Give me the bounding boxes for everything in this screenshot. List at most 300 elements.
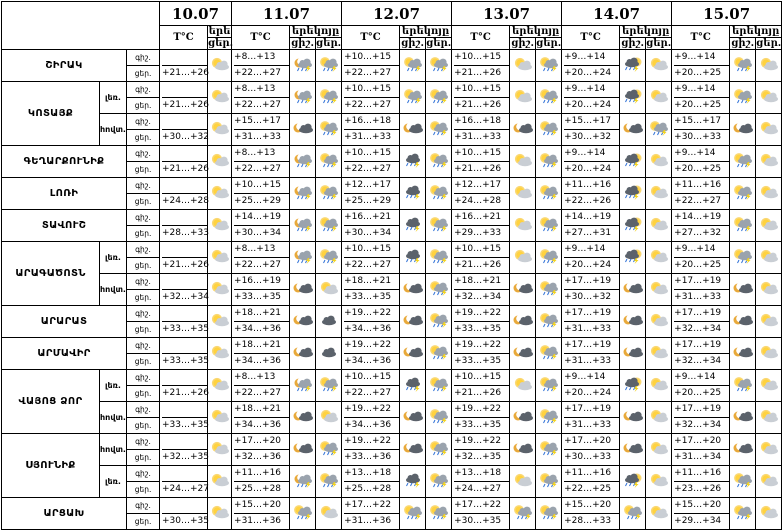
temp-cell	[452, 274, 510, 306]
day-night-labels	[127, 402, 160, 434]
sun-storm-icon	[427, 217, 451, 236]
temp-cell	[342, 82, 400, 114]
temp-label: T°C	[360, 32, 381, 43]
weather-icon-cell	[426, 242, 452, 274]
moon-cloud-icon	[621, 313, 645, 332]
weather-icon-cell	[426, 82, 452, 114]
temp-cell	[672, 114, 730, 146]
sun-storm-icon	[427, 185, 451, 204]
day-subheader	[756, 38, 782, 50]
weather-icon-cell	[536, 370, 562, 402]
moon-cloud-icon	[511, 281, 535, 300]
day-temp: +32…+35	[454, 452, 502, 462]
weather-icon-cell	[400, 274, 426, 306]
temp-cell	[232, 210, 290, 242]
sun-storm-icon	[317, 377, 341, 396]
sun-storm-icon	[511, 505, 535, 524]
moon-cloud-icon	[511, 441, 535, 460]
weather-icon-cell	[400, 242, 426, 274]
weather-icon-cell	[316, 50, 342, 82]
day-temp: +21…+26	[162, 260, 210, 270]
night-temp: +8…+13	[234, 370, 289, 386]
moon-cloud-icon	[621, 409, 645, 428]
day-temp: +31…+34	[674, 452, 722, 462]
temp-label: T°C	[580, 32, 601, 43]
sun-storm-icon	[427, 89, 451, 108]
weather-icon-cell	[536, 434, 562, 466]
weather-icon-cell	[426, 370, 452, 402]
temp-cell	[672, 178, 730, 210]
day-row-label: ցեր.	[134, 197, 152, 206]
day-temp: +33…+35	[162, 420, 210, 430]
temp-header	[342, 26, 400, 50]
weather-icon-cell	[536, 178, 562, 210]
day-night-labels	[127, 338, 160, 370]
day-temp: +22…+27	[234, 260, 282, 270]
weather-icon-cell	[510, 306, 536, 338]
temp-cell	[452, 434, 510, 466]
day-temp: +21…+26	[162, 388, 210, 398]
day-row-label: ցեր.	[134, 421, 152, 430]
day-temp: +30…+32	[162, 132, 210, 142]
temp-cell	[672, 274, 730, 306]
temp-cell	[342, 242, 400, 274]
night-temp: +17…+19	[674, 306, 729, 322]
sun-cloud-icon	[757, 313, 781, 332]
weather-icon-cell	[426, 178, 452, 210]
temp-cell	[342, 210, 400, 242]
weather-icon-cell	[290, 274, 316, 306]
date-label: 13.07	[483, 4, 531, 23]
night-temp	[162, 338, 207, 354]
night-temp: +10…+15	[234, 178, 289, 194]
sun-storm-icon	[427, 409, 451, 428]
day-night-labels	[127, 242, 160, 274]
weather-icon-cell	[290, 82, 316, 114]
night-row-label: գիշ.	[127, 402, 159, 418]
weather-icon-cell	[208, 498, 232, 530]
weather-icon-cell	[620, 82, 646, 114]
weather-icon-cell	[426, 146, 452, 178]
temp-cell	[452, 466, 510, 498]
moon-cloud-icon	[621, 441, 645, 460]
night-subheader	[620, 38, 646, 50]
day-temp: +30…+35	[162, 516, 210, 526]
date-header	[342, 2, 452, 26]
sun-storm-icon	[731, 473, 755, 492]
temp-cell	[232, 370, 290, 402]
weather-icon-cell	[290, 50, 316, 82]
weather-icon-cell	[756, 370, 782, 402]
sun-cloud-icon	[647, 473, 671, 492]
temp-cell	[160, 114, 208, 146]
weather-icon-cell	[208, 242, 232, 274]
weather-icon-cell	[208, 370, 232, 402]
weather-icon-cell	[208, 338, 232, 370]
weather-icon-cell	[646, 146, 672, 178]
sun-cloud-icon	[317, 409, 341, 428]
weather-icon-cell	[536, 146, 562, 178]
sun-storm-icon	[317, 473, 341, 492]
sun-cloud-icon	[317, 281, 341, 300]
weather-icon-cell	[290, 402, 316, 434]
sun-storm-icon	[317, 185, 341, 204]
sun-cloud-icon	[757, 409, 781, 428]
date-header	[672, 2, 782, 26]
weather-icon-cell	[646, 274, 672, 306]
day-temp: +34…+36	[234, 324, 282, 334]
day-temp: +22…+27	[344, 388, 392, 398]
sun-storm-icon	[317, 89, 341, 108]
temp-cell	[342, 434, 400, 466]
weather-icon-cell	[208, 114, 232, 146]
day-temp: +24…+28	[162, 196, 210, 206]
sun-cloud-icon	[208, 153, 232, 172]
sun-cloud-icon	[208, 313, 232, 332]
day-night-labels	[127, 370, 160, 402]
weather-icon-cell	[510, 146, 536, 178]
date-label: 10.07	[172, 4, 220, 23]
day-night-labels	[127, 434, 160, 466]
night-temp	[162, 178, 207, 194]
sun-cloud-icon	[208, 89, 232, 108]
weather-icon-cell	[646, 434, 672, 466]
sun-storm-icon	[427, 153, 451, 172]
subregion-name	[100, 466, 127, 498]
weather-icon-cell	[400, 210, 426, 242]
weather-icon-cell	[290, 146, 316, 178]
sun-cloud-icon	[647, 89, 671, 108]
weather-icon-cell	[620, 146, 646, 178]
weather-icon-cell	[730, 114, 756, 146]
sun-cloud-icon	[647, 153, 671, 172]
storm-icon	[401, 377, 425, 396]
weather-icon-cell	[756, 306, 782, 338]
day-row-label: ցեր.	[134, 101, 152, 110]
day-temp: +31…+36	[344, 516, 392, 526]
sun-storm-icon	[427, 249, 451, 268]
night-temp: +10…+15	[344, 82, 399, 98]
night-row-label: գիշ.	[127, 146, 159, 162]
weather-icon-cell	[426, 114, 452, 146]
sun-storm-icon	[537, 345, 561, 364]
day-row-label: ցեր.	[134, 485, 152, 494]
weather-icon-cell	[510, 210, 536, 242]
weather-icon-cell	[620, 178, 646, 210]
sun-cloud-icon	[208, 377, 232, 396]
weather-icon-cell	[646, 242, 672, 274]
weather-icon-cell	[510, 82, 536, 114]
weather-icon-cell	[290, 306, 316, 338]
weather-icon-cell	[536, 114, 562, 146]
temp-cell	[452, 498, 510, 530]
day-temp: +20…+25	[674, 260, 722, 270]
cloud-icon	[317, 345, 341, 364]
temp-cell	[232, 498, 290, 530]
night-temp: +17…+19	[674, 274, 729, 290]
night-temp: +11…+16	[674, 466, 729, 482]
night-temp: +11…+16	[564, 466, 619, 482]
night-temp: +15…+20	[234, 498, 289, 514]
temp-cell	[562, 82, 620, 114]
precip-label: երեկոյը	[621, 26, 670, 37]
moon-cloud-icon	[401, 313, 425, 332]
weather-icon-cell	[620, 242, 646, 274]
moon-cloud-icon	[731, 121, 755, 140]
day-row-label: ցեր.	[134, 261, 152, 270]
moon-cloud-icon	[401, 345, 425, 364]
day-night-labels	[127, 210, 160, 242]
precip-label: երեկոյը	[291, 26, 340, 37]
weather-icon-cell	[290, 210, 316, 242]
night-temp: +15…+17	[564, 114, 619, 130]
cloud-sun-storm-icon	[621, 153, 645, 172]
weather-icon-cell	[756, 82, 782, 114]
day-temp: +20…+25	[674, 68, 722, 78]
weather-icon-cell	[400, 178, 426, 210]
night-row-label: գիշ.	[127, 242, 159, 258]
night-temp: +19…+22	[344, 338, 399, 354]
sun-cloud-icon	[757, 57, 781, 76]
storm-icon	[401, 217, 425, 236]
day-temp: +22…+27	[234, 68, 282, 78]
temp-cell	[342, 306, 400, 338]
sun-storm-icon	[731, 217, 755, 236]
sun-cloud-icon	[757, 249, 781, 268]
day-label: ցեր.	[208, 38, 234, 49]
weather-icon-cell	[426, 50, 452, 82]
day-temp: +30…+32	[564, 132, 612, 142]
temp-cell	[452, 82, 510, 114]
sun-cloud-icon	[647, 313, 671, 332]
weather-icon-cell	[620, 338, 646, 370]
night-temp	[162, 434, 207, 450]
day-temp: +25…+29	[344, 196, 392, 206]
night-temp: +18…+21	[234, 306, 289, 322]
weather-icon-cell	[316, 242, 342, 274]
temp-cell	[160, 178, 208, 210]
sun-cloud-icon	[647, 345, 671, 364]
night-label: ցիշ.	[291, 38, 314, 49]
region-name	[2, 306, 127, 338]
weather-icon-cell	[510, 114, 536, 146]
day-temp: +32…+34	[674, 356, 722, 366]
sun-storm-icon	[537, 57, 561, 76]
corner-cell	[2, 2, 160, 50]
weather-icon-cell	[426, 338, 452, 370]
sun-cloud-icon	[511, 89, 535, 108]
day-subheader	[316, 38, 342, 50]
region-row	[2, 210, 782, 242]
night-temp: +19…+22	[454, 402, 509, 418]
night-temp: +17…+19	[564, 306, 619, 322]
sun-storm-icon	[537, 313, 561, 332]
temp-cell	[562, 178, 620, 210]
day-subheader	[646, 38, 672, 50]
night-temp: +11…+16	[564, 178, 619, 194]
temp-cell	[672, 306, 730, 338]
night-temp: +15…+17	[674, 114, 729, 130]
cloud-sun-storm-icon	[621, 249, 645, 268]
night-temp	[162, 210, 207, 226]
storm-icon	[401, 473, 425, 492]
night-temp: +17…+19	[564, 402, 619, 418]
sun-cloud-icon	[511, 473, 535, 492]
moon-cloud-icon	[291, 313, 315, 332]
day-temp: +22…+26	[564, 196, 612, 206]
region-label: ԱՐԱԳԱԾՈՏՆ	[15, 268, 86, 279]
night-temp: +14…+19	[234, 210, 289, 226]
sun-storm-icon	[427, 313, 451, 332]
weather-icon-cell	[400, 338, 426, 370]
night-subheader	[400, 38, 426, 50]
weather-icon-cell	[620, 370, 646, 402]
night-temp	[162, 242, 207, 258]
sun-cloud-icon	[647, 57, 671, 76]
date-header	[452, 2, 562, 26]
weather-icon-cell	[620, 498, 646, 530]
day-temp: +32…+34	[454, 292, 502, 302]
temp-cell	[160, 338, 208, 370]
sun-storm-icon	[317, 441, 341, 460]
temp-cell	[232, 466, 290, 498]
night-row-label: գիշ.	[127, 210, 159, 226]
night-row-label: գիշ.	[127, 306, 159, 322]
night-temp: +19…+22	[454, 434, 509, 450]
night-temp: +17…+19	[674, 338, 729, 354]
cloud-icon	[317, 313, 341, 332]
sun-storm-icon	[427, 121, 451, 140]
weather-icon-cell	[208, 434, 232, 466]
night-temp: +9…+14	[564, 146, 619, 162]
temp-cell	[342, 498, 400, 530]
weather-icon-cell	[756, 434, 782, 466]
weather-icon-cell	[316, 338, 342, 370]
day-temp: +31…+36	[234, 516, 282, 526]
sun-storm-icon	[647, 121, 671, 140]
night-row-label: գիշ.	[127, 466, 159, 482]
weather-icon-cell	[400, 370, 426, 402]
day-row-label: ցեր.	[134, 229, 152, 238]
temp-cell	[672, 370, 730, 402]
subregion-label: հովտ.	[100, 125, 126, 134]
day-row-label: ցեր.	[134, 517, 152, 526]
night-temp: +9…+14	[564, 50, 619, 66]
day-label: ցեր.	[316, 38, 342, 49]
weather-icon-cell	[730, 370, 756, 402]
night-temp: +10…+15	[344, 50, 399, 66]
temp-cell	[562, 338, 620, 370]
night-temp: +9…+14	[564, 370, 619, 386]
day-label: ցեր.	[646, 38, 672, 49]
cloud-sun-storm-icon	[621, 473, 645, 492]
cloud-sun-storm-icon	[621, 217, 645, 236]
sun-storm-icon	[401, 57, 425, 76]
sun-storm-icon	[537, 281, 561, 300]
weather-icon-cell	[510, 370, 536, 402]
region-row	[2, 178, 782, 210]
sun-cloud-icon	[511, 377, 535, 396]
sun-cloud-icon	[208, 217, 232, 236]
day-temp: +22…+27	[344, 68, 392, 78]
precip-header	[208, 26, 232, 38]
weather-icon-cell	[756, 338, 782, 370]
day-temp: +22…+27	[344, 260, 392, 270]
weather-icon-cell	[400, 402, 426, 434]
subregion-name	[100, 242, 127, 274]
sun-cloud-icon	[511, 249, 535, 268]
weather-icon-cell	[400, 306, 426, 338]
region-row	[2, 306, 782, 338]
night-temp: +18…+21	[234, 402, 289, 418]
weather-icon-cell	[510, 242, 536, 274]
day-label: ցեր.	[426, 38, 452, 49]
precip-header	[510, 26, 562, 38]
day-night-labels	[127, 50, 160, 82]
weather-icon-cell	[756, 50, 782, 82]
day-row-label: ցեր.	[134, 293, 152, 302]
day-temp: +22…+27	[234, 100, 282, 110]
cloud-sun-storm-icon	[621, 57, 645, 76]
moon-cloud-icon	[401, 441, 425, 460]
weather-icon-cell	[208, 466, 232, 498]
day-temp: +30…+33	[564, 452, 612, 462]
region-name	[2, 498, 127, 530]
temp-cell	[562, 114, 620, 146]
temp-label: T°C	[250, 32, 271, 43]
weather-icon-cell	[646, 498, 672, 530]
temp-cell	[232, 274, 290, 306]
sun-cloud-icon	[647, 249, 671, 268]
date-label: 12.07	[373, 4, 421, 23]
region-label: ՎԱՅՈՑ ՁՈՐ	[18, 396, 83, 407]
weather-icon-cell	[620, 50, 646, 82]
temp-cell	[232, 146, 290, 178]
day-night-labels	[127, 274, 160, 306]
region-label: ԱՐՑԱԽ	[43, 508, 85, 519]
day-label: ցեր.	[756, 38, 782, 49]
temp-cell	[232, 306, 290, 338]
moon-cloud-icon	[511, 345, 535, 364]
subregion-label: լեռ.	[105, 381, 121, 390]
moon-storm-icon	[291, 57, 315, 76]
sun-cloud-icon	[208, 57, 232, 76]
day-temp: +30…+33	[674, 132, 722, 142]
day-label: ցեր.	[536, 38, 562, 49]
storm-icon	[401, 249, 425, 268]
sun-cloud-icon	[208, 185, 232, 204]
date-header	[232, 2, 342, 26]
sun-cloud-icon	[208, 409, 232, 428]
region-label: ԳԵՂԱՐՔՈՒՆԻՔ	[23, 156, 105, 167]
weather-icon-cell	[290, 242, 316, 274]
weather-icon-cell	[426, 210, 452, 242]
temp-cell	[342, 370, 400, 402]
sun-storm-icon	[401, 505, 425, 524]
day-temp: +29…+34	[674, 516, 722, 526]
night-temp: +11…+16	[234, 466, 289, 482]
region-row	[2, 274, 782, 306]
day-temp: +30…+34	[344, 228, 392, 238]
day-temp: +20…+24	[564, 100, 612, 110]
moon-storm-icon	[291, 249, 315, 268]
day-temp: +24…+28	[454, 196, 502, 206]
temp-cell	[562, 466, 620, 498]
temp-cell	[672, 146, 730, 178]
temp-cell	[232, 434, 290, 466]
sun-storm-icon	[427, 473, 451, 492]
temp-cell	[452, 114, 510, 146]
